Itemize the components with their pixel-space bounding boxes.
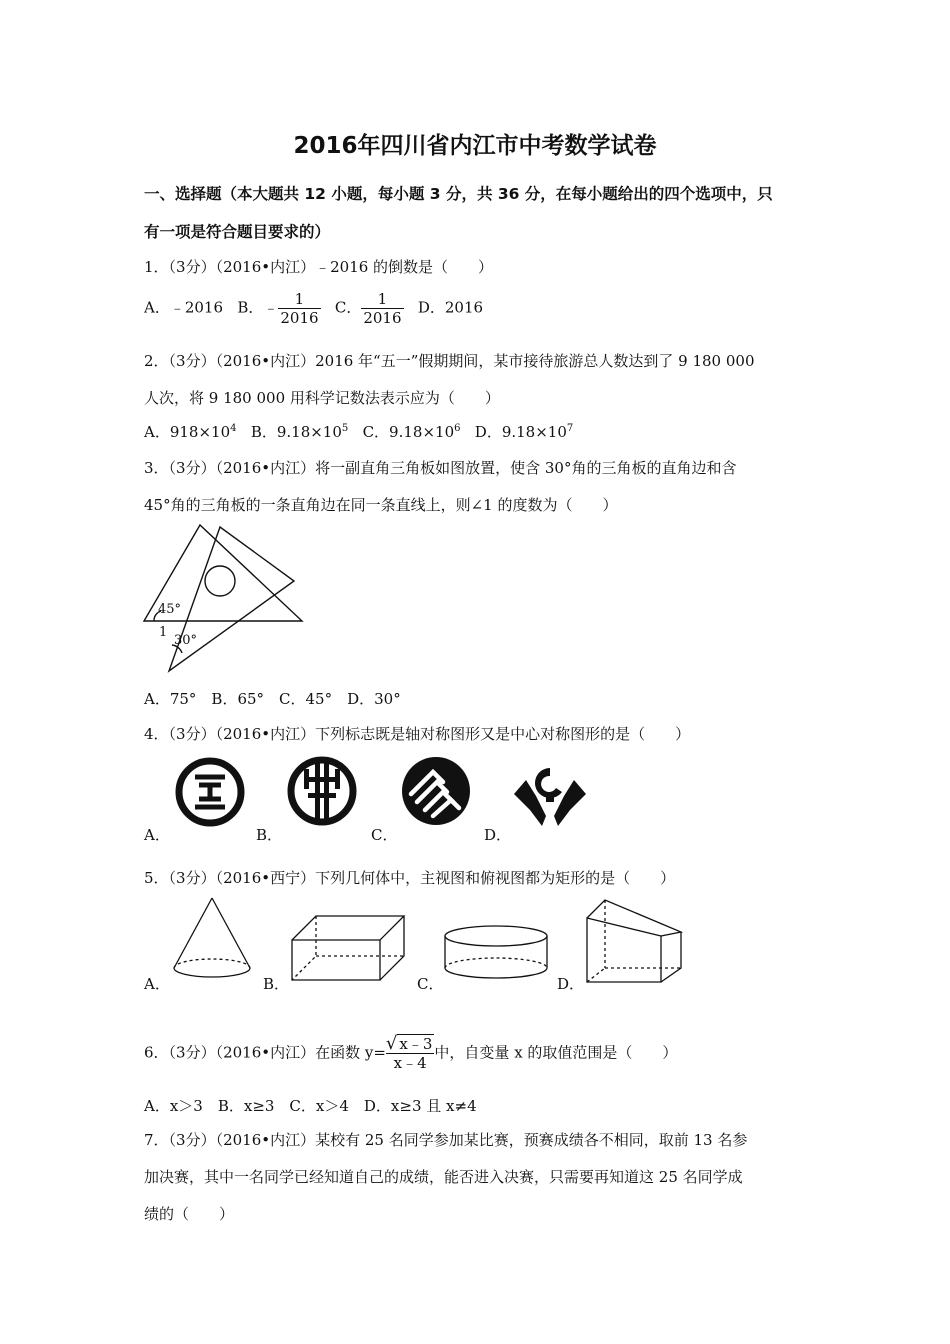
q1-option-b-prefix: B．﹣ xyxy=(237,298,279,317)
triangle-hole-circle xyxy=(205,566,235,596)
q5-label-d: D． xyxy=(557,975,585,993)
logo-c-icon xyxy=(399,754,473,828)
logo-d-icon xyxy=(512,766,588,828)
q5-label-c: C． xyxy=(417,975,444,993)
q3-line2: 45°角的三角板的一条直角边在同一条直线上，则∠1 的度数为（ ） xyxy=(144,496,618,514)
q2-line2: 人次，将 9 180 000 用科学记数法表示应为（ ） xyxy=(144,389,500,407)
q1-option-c-prefix: C． xyxy=(334,298,362,317)
q6-options: A．x＞3 B．x≥3 C．x＞4 D．x≥3 且 x≠4 xyxy=(144,1097,477,1115)
q5-label-b: B． xyxy=(263,975,290,993)
q1-stem: 1．（3分）（2016•内江）﹣2016 的倒数是（ ） xyxy=(144,258,494,276)
q1-option-d: D．2016 xyxy=(417,298,484,317)
cylinder-figure xyxy=(443,924,549,984)
q6-fraction: $\frac{√ x﹣3}{x﹣4}$ xyxy=(385,1033,433,1072)
fig-label-angle-1: 1 xyxy=(159,625,168,640)
q7-line1: 7．（3分）（2016•内江）某校有 25 名同学参加某比赛，预赛成绩各不相同，取前 13 名参 xyxy=(144,1131,748,1149)
section-header-line2: 有一项是符合题目要求的） xyxy=(144,223,331,241)
q3-options: A．75° B．65° C．45° D．30° xyxy=(144,690,401,708)
fig-label-30: 30° xyxy=(174,633,198,648)
page-title: 2016年四川省内江市中考数学试卷 xyxy=(293,133,657,159)
q3-line1: 3．（3分）（2016•内江）将一副直角三角板如图放置，使含 30°角的三角板的直角边和含 xyxy=(144,459,737,477)
q4-label-c: C． xyxy=(371,826,398,844)
q4-label-a: A． xyxy=(144,826,170,844)
q1-options xyxy=(144,290,483,327)
q4-label-d: D． xyxy=(484,826,512,844)
q2-options xyxy=(144,421,573,442)
logo-b-icon xyxy=(286,755,358,827)
q1-option-c-fraction: $\frac{1}{2016}$ xyxy=(363,290,402,327)
q6-stem: 6．（3分）（2016•内江）在函数 y= $\frac{√ x﹣3}{x﹣4}$ 中，自变量 x 的取值范围是（ ） xyxy=(144,1033,678,1072)
cuboid-figure xyxy=(290,912,410,984)
cone-figure xyxy=(170,896,254,982)
triangle-30-degree xyxy=(169,527,294,671)
q7-line2: 加决赛，其中一名同学已经知道自己的成绩，能否进入决赛，只需要再知道这 25 名同学成 xyxy=(144,1168,743,1186)
q3-figure-triangles xyxy=(140,525,310,675)
q4-label-b: B． xyxy=(256,826,283,844)
q2-line1: 2．（3分）（2016•内江）2016 年“五一”假期期间，某市接待旅游总人数达到了 9 180 000 xyxy=(144,352,755,370)
q2-option-a: A．$918\times 10^4$ xyxy=(144,423,237,441)
q5-stem: 5．（3分）（2016•西宁）下列几何体中，主视图和俯视图都为矩形的是（ ） xyxy=(144,869,676,887)
logo-a-icon xyxy=(175,757,245,827)
prism-figure xyxy=(585,896,685,984)
q2-option-b: B．$9.18\times 10^5$ xyxy=(250,423,349,441)
q2-option-d: D．$9.18\times 10^7$ xyxy=(474,423,574,441)
q1-option-a: A．﹣2016 xyxy=(144,298,224,317)
q2-option-c: C．$9.18\times 10^6$ xyxy=(362,423,461,441)
q7-line3: 绩的（ ） xyxy=(144,1205,235,1223)
q4-stem: 4．（3分）（2016•内江）下列标志既是轴对称图形又是中心对称图形的是（ ） xyxy=(144,725,691,743)
fig-label-45: 45° xyxy=(158,602,182,617)
q5-label-a: A． xyxy=(144,975,170,993)
q1-option-b-fraction: $\frac{1}{2016}$ xyxy=(280,290,319,327)
section-header-line1: 一、选择题（本大题共 12 小题，每小题 3 分，共 36 分，在每小题给出的四个选项中，只 xyxy=(144,185,773,203)
